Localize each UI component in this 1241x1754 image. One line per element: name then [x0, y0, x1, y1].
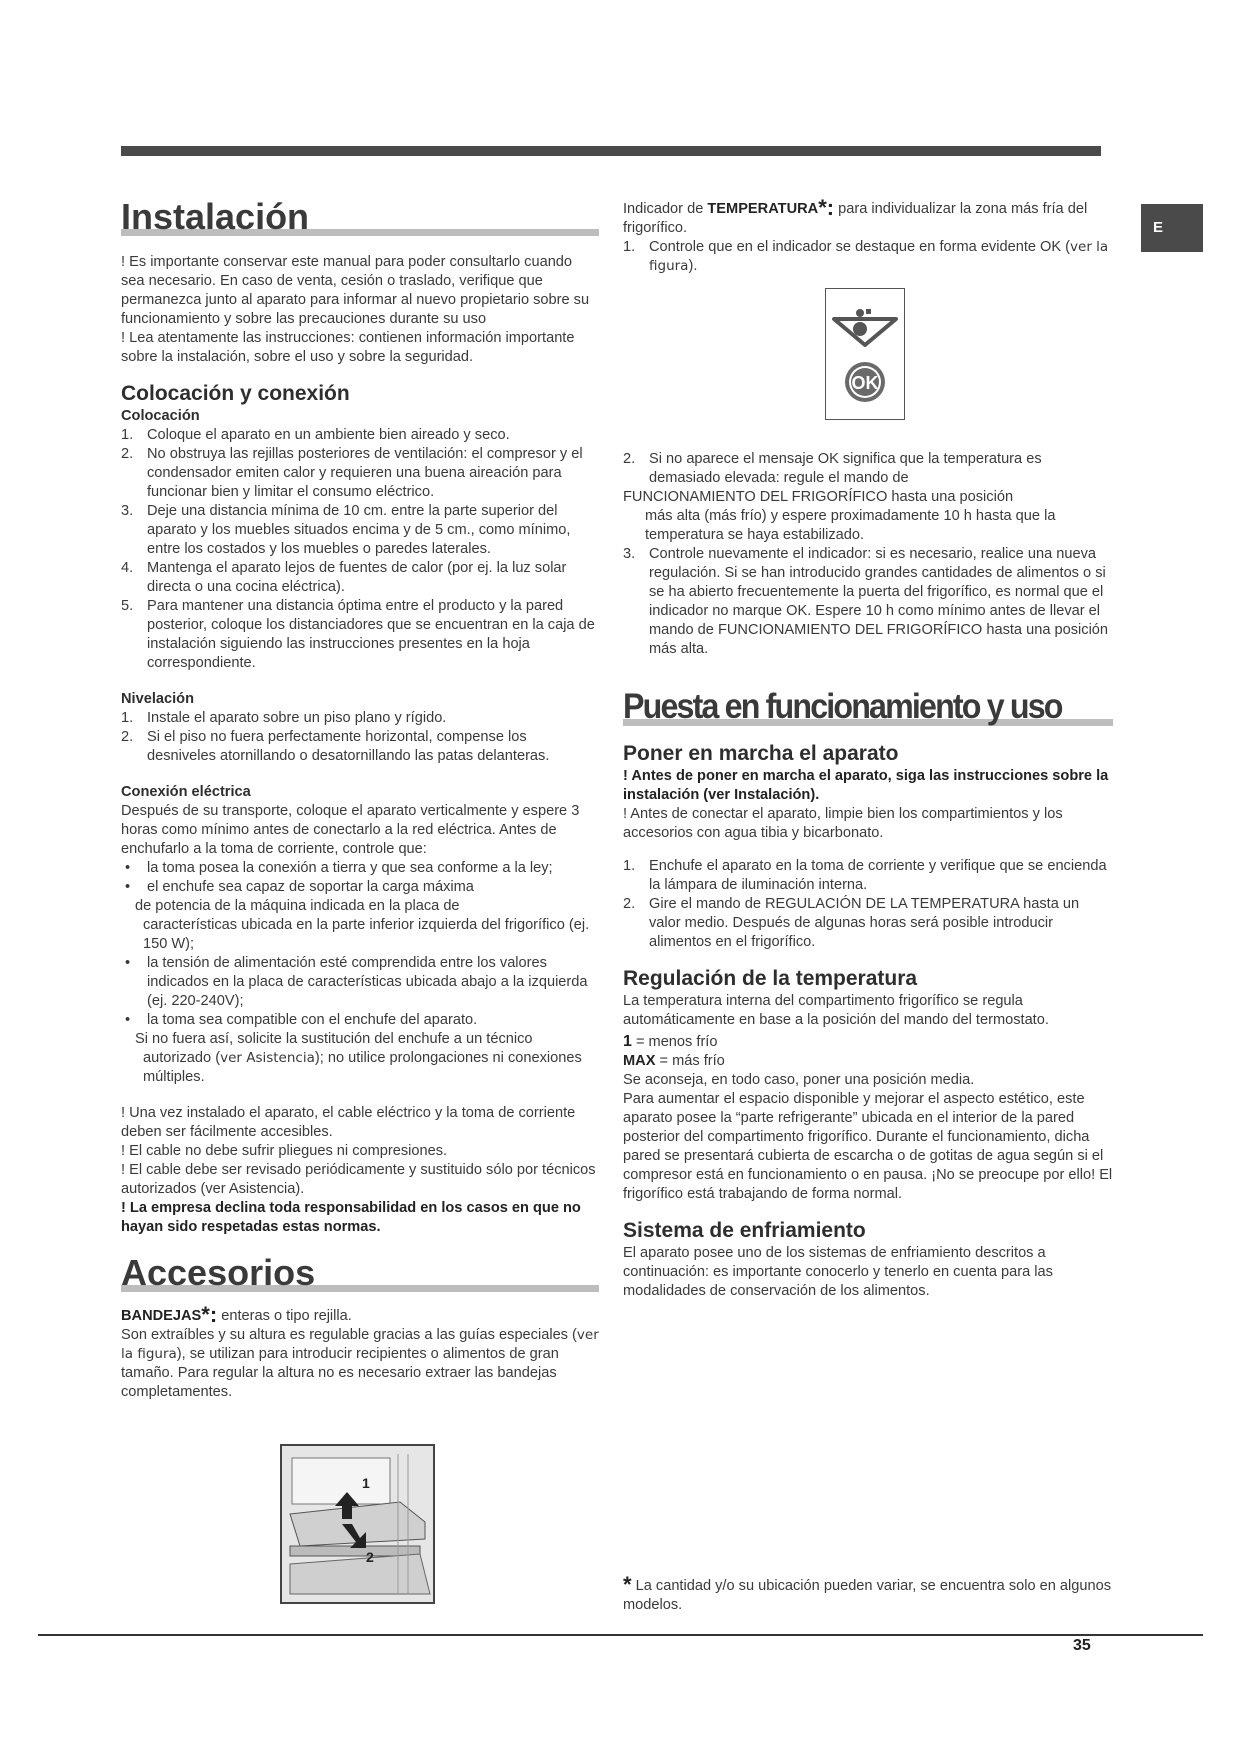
bottom-rule [38, 1634, 1203, 1636]
shelf-arrow-label-2: 2 [366, 1549, 374, 1565]
poner-list [623, 857, 1113, 952]
list-item: 2. No obstruya las rejillas posteriores de ventilación: el compresor y el condensador emiten calor y requieren una buena aireación para funcionar bien y limitar el consumo eléctrico. [121, 446, 583, 500]
nivelacion-subtitle: Nivelación [121, 691, 194, 707]
temp-list-2 [623, 450, 1113, 488]
language-tab: E [1141, 204, 1203, 252]
conexion-paragraph: Después de su transporte, coloque el aparato verticalmente y espere 3 horas como mínimo antes de conectarlo a la red eléctrica. Antes de enchufarlo a la toma de corriente, controle que: [121, 803, 580, 857]
bullet-continuation: autorizado (ver Asistencia); no utilice prolongaciones ni conexiones múltiples. [143, 1050, 582, 1085]
nivelacion-list [121, 709, 599, 766]
page-number: 35 [1073, 1637, 1091, 1654]
sistema-paragraph: El aparato posee uno de los sistemas de enfriamiento descritos a continuación: es importante conocerlo y tenerlo en cuenta para las modalidades de conservación de los alimentos. [623, 1245, 1053, 1299]
bullet-continuation: características ubicada en la parte inferior izquierda del frigorífico (ej. 150 W); [143, 917, 590, 952]
temp-list-1 [623, 238, 1113, 276]
temp-indicator-paragraph: Indicador de TEMPERATURA*: para individualizar la zona más fría del frigorífico. [623, 195, 1088, 236]
colocacion-subtitle: Colocación [121, 408, 200, 424]
list-item: 1. Enchufe el aparato en la toma de corriente y verifique que se encienda la lámpara de iluminación interna. [623, 858, 1107, 893]
bullet-continuation: de potencia de la máquina indicada en la placa de [135, 898, 460, 914]
install-paragraph-1: ! Es importante conservar este manual para poder consultarlo cuando sea necesario. En caso de venta, cesión o traslado, verifique que permanezca junto al aparato para informar al nuevo propietario sobre su funcionamiento y sobre las precauciones durante su uso [121, 254, 590, 327]
poner-warning-2: ! Antes de conectar el aparato, limpie bien los compartimientos y los accesorios con agua tibia y bicarbonato. [623, 806, 1063, 841]
top-rule [121, 146, 1101, 156]
temp-item-2-continuation: más alta (más frío) y espere proximadamente 10 h hasta que la temperatura se haya estabilizado. [645, 508, 1056, 543]
temp-list-3 [623, 545, 1113, 659]
warning-1: ! Una vez instalado el aparato, el cable eléctrico y la toma de corriente deben ser fácilmente accesibles. [121, 1105, 576, 1140]
ok-indicator-text: OK [851, 373, 879, 393]
footnote: * La cantidad y/o su ubicación pueden variar, se encuentra solo en algunos modelos. [623, 1572, 1112, 1613]
regulacion-paragraph-3: Para aumentar el espacio disponible y mejorar el aspecto estético, este aparato posee la “parte refrigerante” ubicada en el interior de la pared posterior del compartimento frigorífico. Durante el funcionamiento, dicha pared se presentará cubierta de escarcha o de gotitas de agua según si el compresor está en funcionamiento o en pausa. ¡No se preocupe por ello! El frigorífico está trabajando de forma normal. [623, 1091, 1113, 1202]
bullet-item: • la toma posea la conexión a tierra y que sea conforme a la ley; [125, 860, 553, 876]
installation-title: Instalación [121, 196, 310, 237]
warning-3: ! El cable debe ser revisado periódicamente y sustituido sólo por técnicos autorizados (ver Asistencia). [121, 1162, 596, 1197]
colocacion-title: Colocación y conexión [121, 382, 350, 405]
conexion-bullets [121, 859, 599, 897]
shelf-figure [280, 1444, 435, 1604]
bandejas-line: BANDEJAS*: enteras o tipo rejilla. [121, 1302, 352, 1327]
list-item: 1. Controle que en el indicador se destaque en forma evidente OK (ver la figura). [623, 239, 1109, 274]
puesta-title: Puesta en funcionamiento y uso [623, 687, 1062, 726]
installation-heading [121, 195, 599, 241]
bullet-continuation: Si no fuera así, solicite la sustitución del enchufe a un técnico [135, 1031, 533, 1047]
list-item: 1. Coloque el aparato en un ambiente bien aireado y seco. [121, 427, 510, 443]
poner-warning-1: ! Antes de poner en marcha el aparato, siga las instrucciones sobre la instalación (ver Instalación). [623, 768, 1109, 803]
temperature-indicator-figure [825, 288, 905, 420]
list-item: 3. Controle nuevamente el indicador: si es necesario, realice una nueva regulación. Si se han introducido grandes cantidades de alimentos o si se ha abierto frecuentemente la puerta del frigorífico, es normal que el indicador no marque OK. Espere 10 h como mínimo antes de llevar el mando de FUNCIONAMIENTO DEL FRIGORÍFICO hasta una posición más alta. [623, 546, 1109, 657]
list-item: 2. Gire el mando de REGULACIÓN DE LA TEMPERATURA hasta un valor medio. Después de algunas horas será posible introducir alimentos en el frigorífico. [623, 896, 1080, 950]
warning-4: ! La empresa declina toda responsabilidad en los casos en que no hayan sido respetadas estas normas. [121, 1200, 581, 1235]
regulacion-paragraph: La temperatura interna del compartimento frigorífico se regula automáticamente en base a la posición del mando del termostato. [623, 993, 1049, 1028]
sistema-title: Sistema de enfriamiento [623, 1219, 866, 1242]
poner-title: Poner en marcha el aparato [623, 742, 899, 765]
list-item: 2. Si no aparece el mensaje OK significa que la temperatura es demasiado elevada: regule el mando de [623, 451, 1042, 486]
shelf-arrow-label-1: 1 [362, 1475, 370, 1491]
puesta-heading [623, 685, 1113, 731]
list-item: 4. Mantenga el aparato lejos de fuentes de calor (por ej. la luz solar directa o una cocina eléctrica). [121, 560, 567, 595]
list-item: 3. Deje una distancia mínima de 10 cm. entre la parte superior del aparato y los muebles situados encima y de 5 cm., como mínimo, entre los costados y los muebles o paredes laterales. [121, 503, 571, 557]
bullet-item: • la tensión de alimentación esté comprendida entre los valores indicados en la placa de características ubicada abajo a la izquierda (ej. 220-240V); [125, 955, 588, 1009]
accesorios-heading [121, 1251, 599, 1297]
list-item: 2. Si el piso no fuera perfectamente horizontal, compense los desniveles atornillando o desatornillando las patas delanteras. [121, 729, 550, 764]
regulacion-value-1: 1 = menos frío [623, 1033, 718, 1050]
conexion-subtitle: Conexión eléctrica [121, 784, 251, 800]
bandejas-paragraph: Son extraíbles y su altura es regulable gracias a las guías especiales (ver la figura), se utilizan para introducir recipientes o alimentos de gran tamaño. Para regular la altura no es necesario extraer las bandejas completamentes. [121, 1327, 599, 1400]
colocacion-list [121, 426, 599, 673]
regulacion-value-max: MAX = más frío [623, 1053, 725, 1069]
warning-2: ! El cable no debe sufrir pliegues ni compresiones. [121, 1143, 448, 1159]
temp-item-2-line: FUNCIONAMIENTO DEL FRIGORÍFICO hasta una posición [623, 489, 1014, 505]
bullet-item: • el enchufe sea capaz de soportar la carga máxima [125, 879, 474, 895]
install-paragraph-2: ! Lea atentamente las instrucciones: contienen información importante sobre la instalación, sobre el uso y sobre la seguridad. [121, 330, 575, 365]
list-item: 1. Instale el aparato sobre un piso plano y rígido. [121, 710, 447, 726]
regulacion-paragraph-2: Se aconseja, en todo caso, poner una posición media. [623, 1072, 975, 1088]
conexion-bullets-2 [121, 954, 599, 1030]
bullet-item: • la toma sea compatible con el enchufe del aparato. [125, 1012, 478, 1028]
accesorios-title: Accesorios [121, 1252, 316, 1293]
list-item: 5. Para mantener una distancia óptima entre el producto y la pared posterior, coloque los distanciadores que se encuentran en la caja de instalación siguiendo las instrucciones presentes en la hoja correspondiente. [121, 598, 595, 671]
left-column [121, 195, 599, 1402]
regulacion-title: Regulación de la temperatura [623, 967, 918, 990]
